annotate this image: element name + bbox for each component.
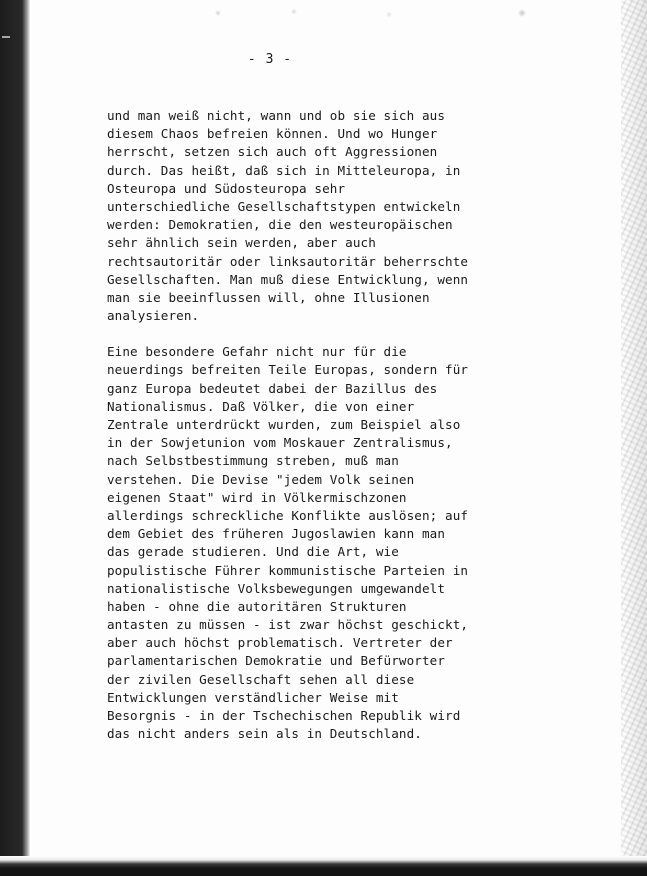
text-line: Entwicklungen verständlicher Weise mit <box>107 689 399 705</box>
text-line: analysieren. <box>107 308 200 324</box>
text-line: in der Sowjetunion vom Moskauer Zentralismus, <box>107 435 453 451</box>
text-line: eigenen Staat" wird in Völkermischzonen <box>107 489 407 505</box>
text-line: nationalistische Volksbewegungen umgewandelt <box>107 580 446 596</box>
text-line: parlamentarischen Demokratie und Befürworter <box>107 653 446 669</box>
text-line: aber auch höchst problematisch. Vertreter der <box>107 635 453 651</box>
scan-left-edge <box>0 0 30 876</box>
text-line: werden: Demokratien, die den westeuropäischen <box>107 217 453 233</box>
text-line: diesem Chaos befreien können. Und wo Hunger <box>107 126 438 142</box>
text-line: neuerdings befreiten Teile Europas, sondern für <box>107 362 469 378</box>
text-line: Besorgnis - in der Tschechischen Republik wird <box>107 708 461 723</box>
text-line: ganz Europa bedeutet dabei der Bazillus des <box>107 380 438 396</box>
text-line: und man weiß nicht, wann und ob sie sich aus <box>107 108 446 123</box>
page-number: - 3 - <box>247 52 293 67</box>
body-text <box>107 107 547 743</box>
text-line: sehr ähnlich sein werden, aber auch <box>107 235 376 251</box>
text-line: haben - ohne die autoritären Strukturen <box>107 598 407 614</box>
text-line: durch. Das heißt, daß sich in Mitteleuropa, in <box>107 162 461 178</box>
text-line: Eine besondere Gefahr nicht nur für die <box>107 344 407 360</box>
text-line: dem Gebiet des früheren Jugoslawien kann man <box>107 526 446 542</box>
scan-left-tick <box>2 36 10 38</box>
scan-top-marks <box>180 6 560 20</box>
text-line: der zivilen Gesellschaft sehen all diese <box>107 671 415 687</box>
text-line: unterschiedliche Gesellschaftstypen entwickeln <box>107 198 461 214</box>
scan-bottom-edge <box>0 856 647 876</box>
text-line: Zentrale unterdrückt wurden, zum Beispiel also <box>107 417 461 432</box>
text-line: das nicht anders sein als in Deutschland. <box>107 726 422 742</box>
text-line: das gerade studieren. Und die Art, wie <box>107 544 399 560</box>
text-line: herrscht, setzen sich auch oft Aggressionen <box>107 144 438 160</box>
text-line: populistische Führer kommunistische Parteien in <box>107 562 469 578</box>
paragraph-2 <box>107 343 547 743</box>
text-line: verstehen. Die Devise "jedem Volk seinen <box>107 471 415 487</box>
text-line: allerdings schreckliche Konflikte auslösen; auf <box>107 507 469 523</box>
text-line: antasten zu müssen - ist zwar höchst geschickt, <box>107 617 469 633</box>
text-line: nach Selbstbestimmung streben, muß man <box>107 453 399 469</box>
paragraph-1 <box>107 107 547 325</box>
text-line: Nationalismus. Daß Völker, die von einer <box>107 398 415 414</box>
text-line: rechtsautoritär oder linksautoritär beherrschte <box>107 253 469 269</box>
scan-right-edge <box>621 0 647 860</box>
text-line: man sie beeinflussen will, ohne Illusionen <box>107 289 430 305</box>
text-line: Osteuropa und Südosteuropa sehr <box>107 180 346 196</box>
text-line: Gesellschaften. Man muß diese Entwicklung, wenn <box>107 271 469 287</box>
